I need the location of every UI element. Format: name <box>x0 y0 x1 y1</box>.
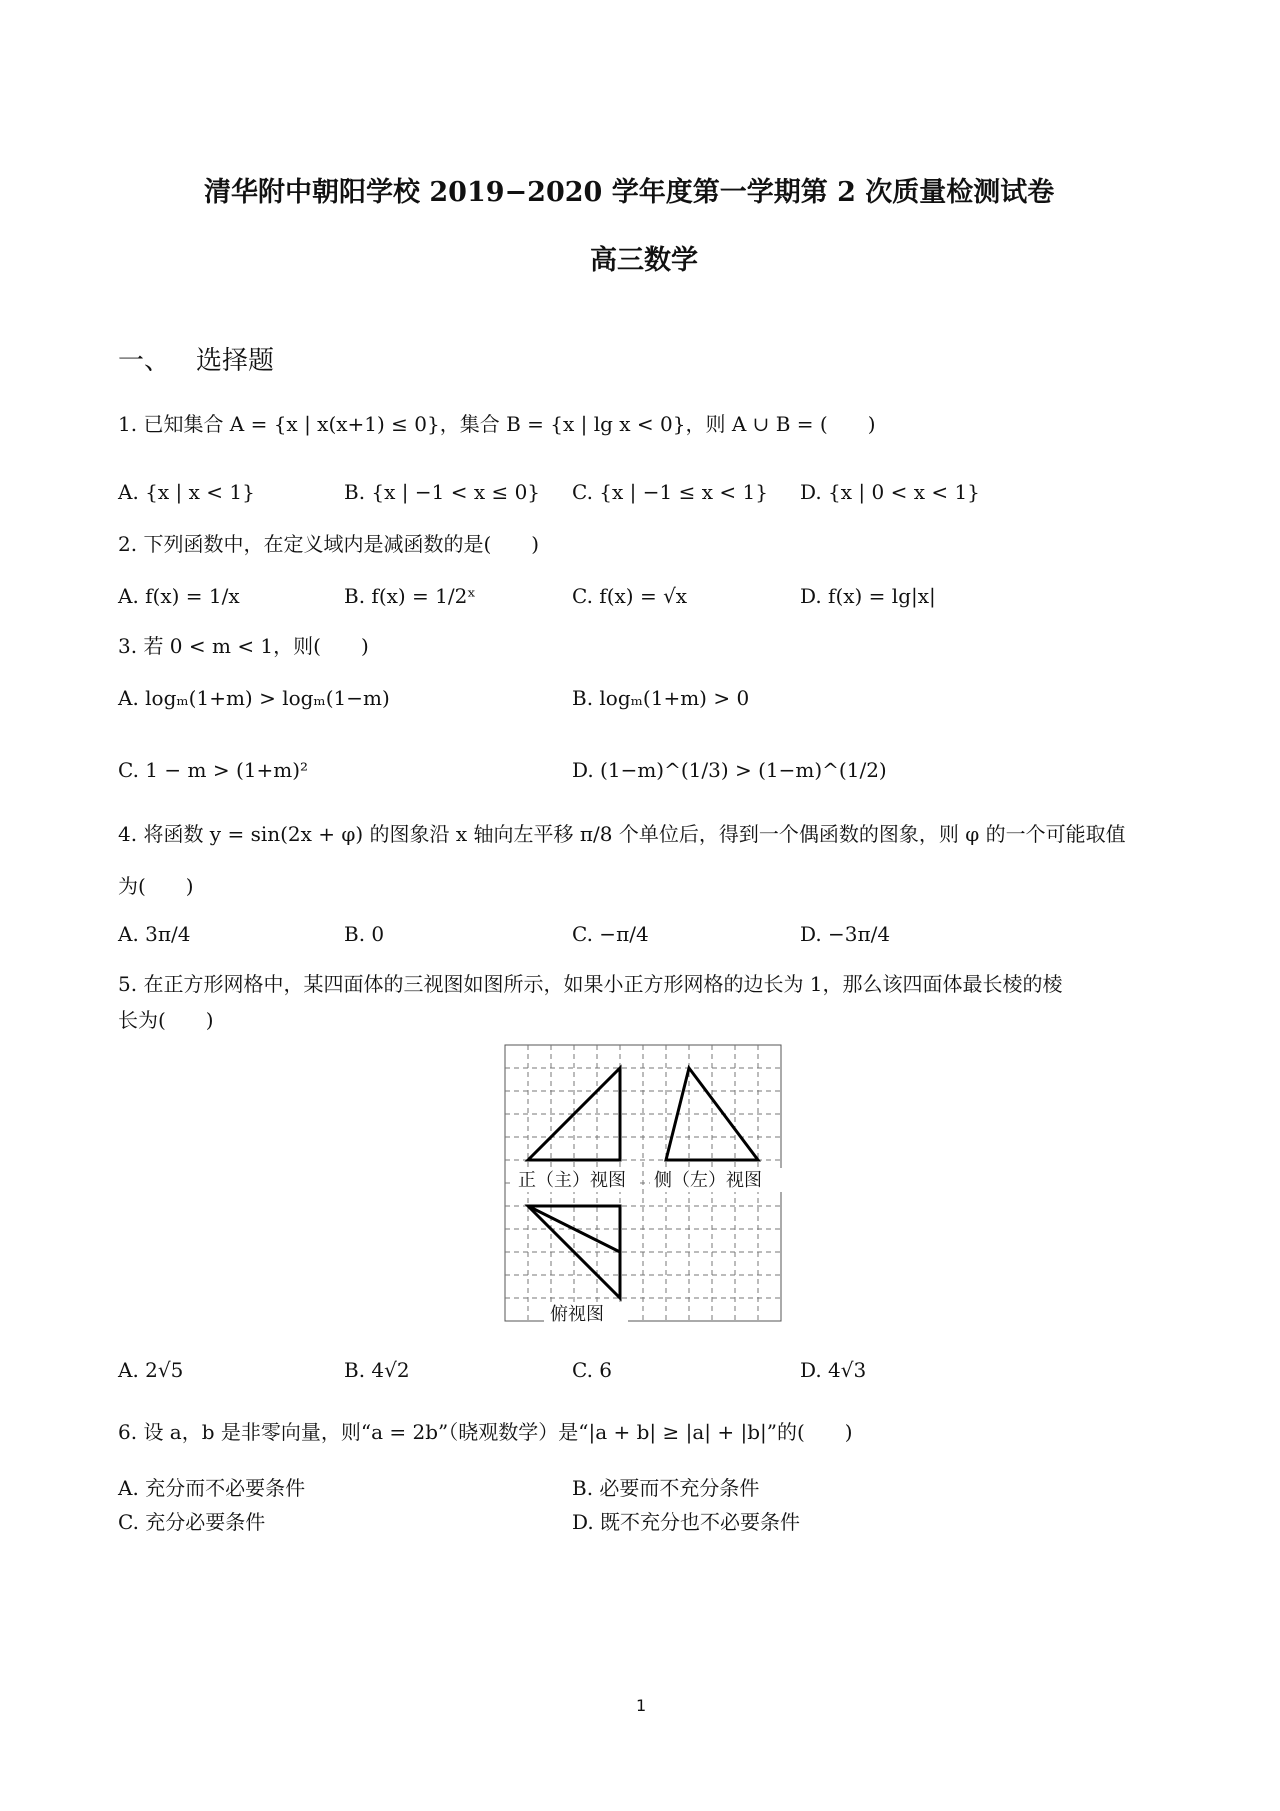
question-4-option-a: A. 3π/4 <box>118 922 191 946</box>
question-3-option-c: C. 1 − m > (1+m)² <box>118 758 309 782</box>
question-6-option-b: B. 必要而不充分条件 <box>572 1476 760 1500</box>
question-6-option-c: C. 充分必要条件 <box>118 1510 266 1534</box>
section-number: 一、 <box>118 346 171 376</box>
question-5-stem-line-2: 长为( ) <box>118 1008 214 1032</box>
question-6-stem: 6. 设 a，b 是非零向量，则“a = 2b”（晓观数学）是“|a + b| ≥ |a| + |b|”的( ) <box>118 1420 853 1444</box>
question-5-stem-line-1: 5. 在正方形网格中，某四面体的三视图如图所示，如果小正方形网格的边长为 1，那么该四面体最长棱的棱 <box>118 972 1063 996</box>
question-5-option-b: B. 4√2 <box>344 1358 410 1382</box>
question-1-stem: 1. 已知集合 A = {x | x(x+1) ≤ 0}，集合 B = {x | lg x < 0}，则 A ∪ B = ( ) <box>118 412 876 436</box>
question-2-option-b: B. f(x) = 1/2ˣ <box>344 584 476 608</box>
page-number: 1 <box>636 1696 647 1715</box>
question-3-option-d: D. (1−m)^(1/3) > (1−m)^(1/2) <box>572 758 887 782</box>
question-1-option-c: C. {x | −1 ≤ x < 1} <box>572 480 768 504</box>
question-3-stem: 3. 若 0 < m < 1，则( ) <box>118 634 369 658</box>
question-2-option-c: C. f(x) = √x <box>572 584 688 608</box>
question-2-option-a: A. f(x) = 1/x <box>118 584 240 608</box>
exam-title: 清华附中朝阳学校 2019−2020 学年度第一学期第 2 次质量检测试卷 <box>204 177 1055 208</box>
question-5-option-d: D. 4√3 <box>800 1358 867 1382</box>
top-view-label: 俯视图 <box>550 1304 604 1325</box>
question-5-option-c: C. 6 <box>572 1358 613 1382</box>
question-1-option-b: B. {x | −1 < x ≤ 0} <box>344 480 541 504</box>
question-1-option-a: A. {x | x < 1} <box>118 480 255 504</box>
section-name: 选择题 <box>196 346 275 376</box>
question-4-option-b: B. 0 <box>344 922 385 946</box>
question-2-option-d: D. f(x) = lg|x| <box>800 584 936 608</box>
question-6-option-a: A. 充分而不必要条件 <box>118 1476 306 1500</box>
question-3-option-b: B. logₘ(1+m) > 0 <box>572 686 750 710</box>
exam-subtitle: 高三数学 <box>590 245 698 276</box>
front-view-label: 正（主）视图 <box>518 1170 626 1191</box>
question-4-stem-line-1: 4. 将函数 y = sin(2x + φ) 的图象沿 x 轴向左平移 π/8 个单位后，得到一个偶函数的图象，则 φ 的一个可能取值 <box>118 822 1126 846</box>
question-4-option-d: D. −3π/4 <box>800 922 891 946</box>
question-3-option-a: A. logₘ(1+m) > logₘ(1−m) <box>118 686 390 710</box>
question-4-stem-line-2: 为( ) <box>118 874 194 898</box>
side-view-label: 侧（左）视图 <box>654 1170 762 1191</box>
question-1-option-d: D. {x | 0 < x < 1} <box>800 480 980 504</box>
question-2-stem: 2. 下列函数中，在定义域内是减函数的是( ) <box>118 532 540 556</box>
question-6-option-d: D. 既不充分也不必要条件 <box>572 1510 801 1534</box>
three-view-figure <box>500 1040 790 1330</box>
question-5-option-a: A. 2√5 <box>118 1358 184 1382</box>
question-4-option-c: C. −π/4 <box>572 922 649 946</box>
